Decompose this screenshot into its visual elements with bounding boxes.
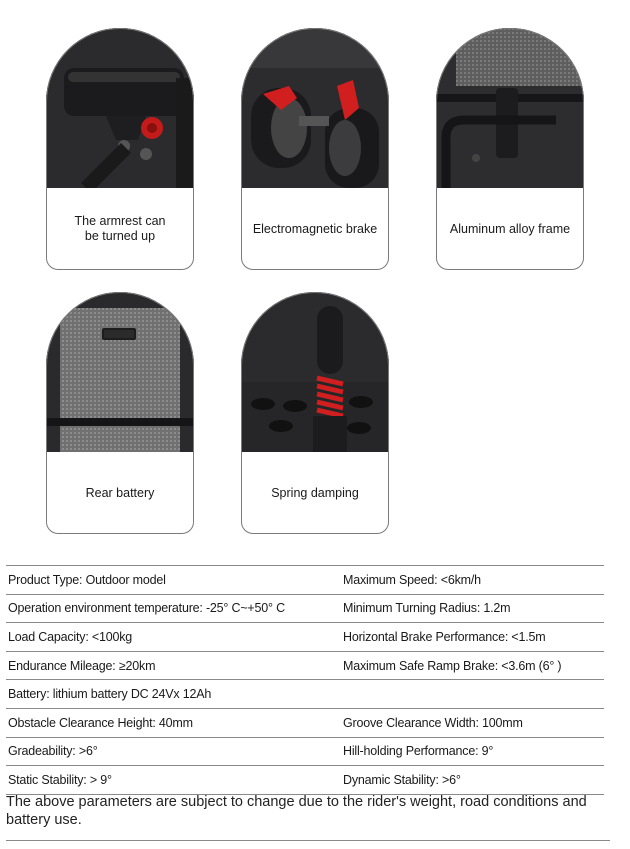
feature-card-brake bbox=[241, 28, 389, 270]
armrest-photo bbox=[46, 28, 194, 188]
spec-right: Hill-holding Performance: 9° bbox=[343, 744, 494, 759]
bottom-rule bbox=[6, 840, 610, 841]
spec-right: Maximum Safe Ramp Brake: <3.6m (6° ) bbox=[343, 658, 562, 673]
spec-right: Minimum Turning Radius: 1.2m bbox=[343, 601, 511, 616]
feature-caption: Spring damping bbox=[271, 485, 359, 500]
spec-left: Obstacle Clearance Height: 40mm bbox=[8, 715, 193, 730]
spec-right: Dynamic Stability: >6° bbox=[343, 772, 461, 787]
spec-right: Horizontal Brake Performance: <1.5m bbox=[343, 629, 546, 644]
table-row bbox=[6, 566, 604, 595]
feature-caption: Aluminum alloy frame bbox=[449, 221, 571, 236]
feature-caption: The armrest can be turned up bbox=[74, 214, 166, 243]
spec-left: Product Type: Outdoor model bbox=[8, 572, 166, 587]
feature-card-frame bbox=[436, 28, 584, 270]
feature-card-armrest bbox=[46, 28, 194, 270]
spec-left: Load Capacity: <100kg bbox=[8, 629, 133, 644]
feature-caption: Electromagnetic brake bbox=[252, 221, 378, 236]
spring-photo bbox=[241, 292, 389, 452]
table-row bbox=[6, 766, 604, 795]
spec-table bbox=[6, 566, 604, 795]
table-row bbox=[6, 623, 604, 652]
table-row bbox=[6, 680, 604, 709]
feature-card-spring bbox=[241, 292, 389, 534]
table-row bbox=[6, 595, 604, 624]
table-row bbox=[6, 652, 604, 681]
feature-caption: Rear battery bbox=[85, 485, 155, 500]
spec-right: Maximum Speed: <6km/h bbox=[343, 572, 481, 587]
disclaimer-note: The above parameters are subject to change due to the rider's weight, road conditions and battery use. bbox=[6, 794, 587, 828]
spec-left: Battery: lithium battery DC 24Vx 12Ah bbox=[8, 687, 212, 702]
feature-card-battery bbox=[46, 292, 194, 534]
spec-left: Operation environment temperature: -25° C~+50° C bbox=[8, 601, 285, 616]
table-row bbox=[6, 738, 604, 767]
frame-photo bbox=[436, 28, 584, 188]
brake-photo bbox=[241, 28, 389, 188]
table-row bbox=[6, 709, 604, 738]
battery-photo bbox=[46, 292, 194, 452]
spec-left: Static Stability: > 9° bbox=[8, 772, 112, 787]
spec-right: Groove Clearance Width: 100mm bbox=[343, 715, 523, 730]
spec-left: Endurance Mileage: ≥20km bbox=[8, 658, 156, 673]
spec-left: Gradeability: >6° bbox=[8, 744, 98, 759]
